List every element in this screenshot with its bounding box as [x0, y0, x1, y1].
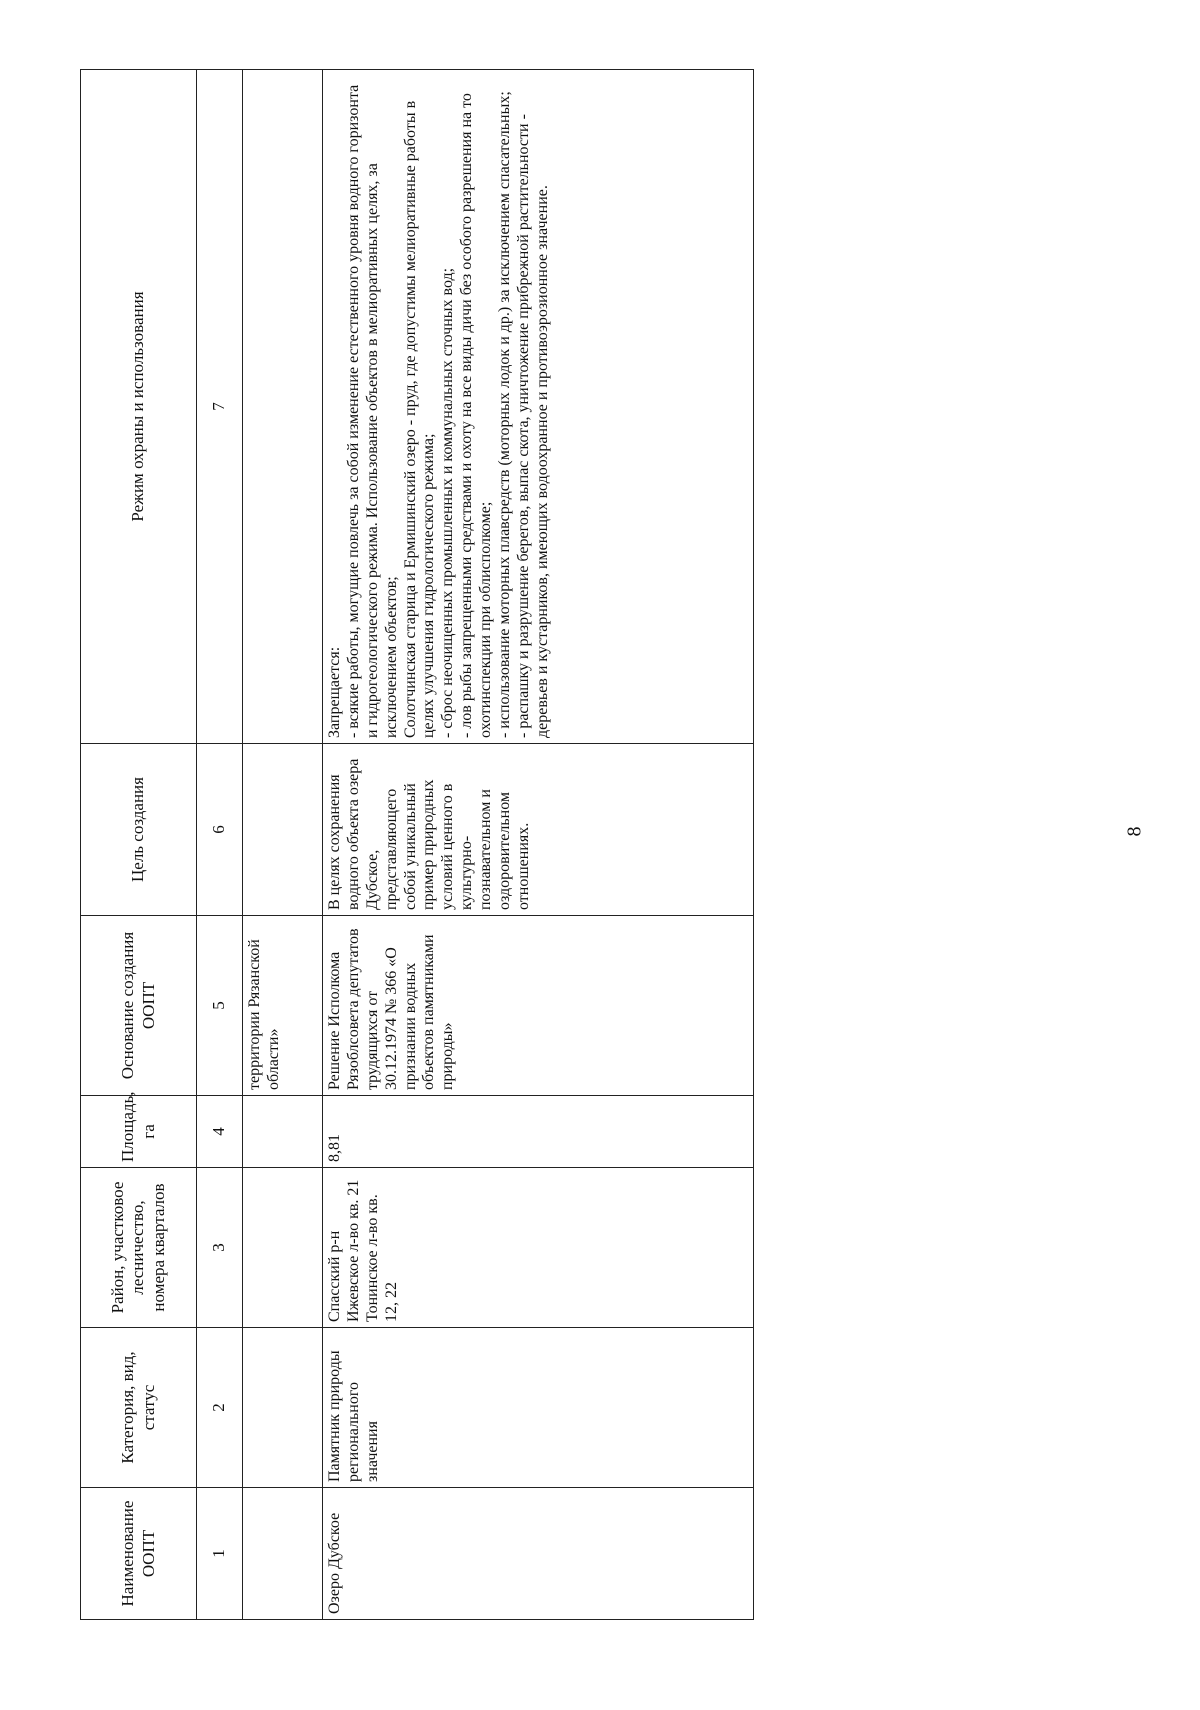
purpose-cell: В целях сохранения водного объекта озера Дубское, представляющего собой уникальный пример природных условий ценного в культурно-познавательном и оздоровительном отношениях. — [323, 744, 754, 916]
column-number-row — [197, 70, 243, 1620]
regime-item: - сброс неочищенных промышленных и коммунальных сточных вод; — [439, 267, 457, 738]
column-number: 6 — [197, 744, 243, 916]
header-cell-area: Площадь, га — [81, 1096, 197, 1168]
table-row — [323, 70, 754, 1620]
column-number: 7 — [197, 70, 243, 744]
table-cell — [243, 1168, 323, 1328]
header-cell-category: Категория, вид, статус — [81, 1328, 197, 1488]
regime-cell — [323, 70, 754, 744]
category-cell: Памятник природы регионального значения — [323, 1328, 754, 1488]
regime-item: Солотчинская старица и Ермишинский озеро - пруд, где допустимы мелиоративные работы в целях улучшения гидрологического режима; — [401, 100, 438, 738]
header-cell-basis: Основание создания ООПТ — [81, 916, 197, 1096]
header-row — [81, 70, 197, 1620]
table-cell — [243, 70, 323, 744]
regime-item: - использование моторных плавсредств (моторных лодок и др.) за исключением спасательных; — [495, 91, 513, 738]
continuation-row — [243, 70, 323, 1620]
rotated-table-wrapper — [80, 70, 754, 1620]
table-cell — [243, 1328, 323, 1488]
oopt-name-cell: Озеро Дубское — [323, 1488, 754, 1620]
regime-item: - всякие работы, могущие повлечь за собой изменение естественного уровня водного горизонта и гидрогеологического режима. Использование объектов в мелиоративных целях, за исключением объектов; — [344, 84, 400, 738]
regime-item: Запрещается: — [326, 646, 343, 738]
oopt-table — [80, 69, 754, 1620]
header-cell-location: Район, участковое лесничество, номера кварталов — [81, 1168, 197, 1328]
column-number: 5 — [197, 916, 243, 1096]
column-number: 3 — [197, 1168, 243, 1328]
column-number: 4 — [197, 1096, 243, 1168]
area-cell: 8,81 — [323, 1096, 754, 1168]
regime-item: - распашку и разрушение берегов, выпас скота, уничтожение прибрежной растительности - деревьев и кустарников, имеющих водоохранное и противоэрозионное значение. — [514, 114, 551, 738]
table-cell — [243, 1096, 323, 1168]
table-cell — [243, 744, 323, 916]
header-cell-purpose: Цель создания — [81, 744, 197, 916]
location-cell: Спасский р-н Ижевское л-во кв. 21 Тонинское л-во кв. 12, 22 — [323, 1168, 754, 1328]
basis-cell: Решение Исполкома Рязоблсовета депутатов трудящихся от 30.12.1974 № 366 «О признании водных объектов памятниками природы» — [323, 916, 754, 1096]
header-cell-name: Наименование ООПТ — [81, 1488, 197, 1620]
header-cell-regime: Режим охраны и использования — [81, 70, 197, 744]
regime-item: - лов рыбы запрещенными средствами и охоту на все виды дичи без особого разрешения на то охотинспекции при облисполкоме; — [458, 93, 494, 738]
page-number: 8 — [1123, 826, 1146, 837]
regime-list — [326, 75, 553, 738]
column-number: 1 — [197, 1488, 243, 1620]
column-number: 2 — [197, 1328, 243, 1488]
table-cell — [243, 1488, 323, 1620]
basis-continuation-cell: территории Рязанской области» — [243, 916, 323, 1096]
